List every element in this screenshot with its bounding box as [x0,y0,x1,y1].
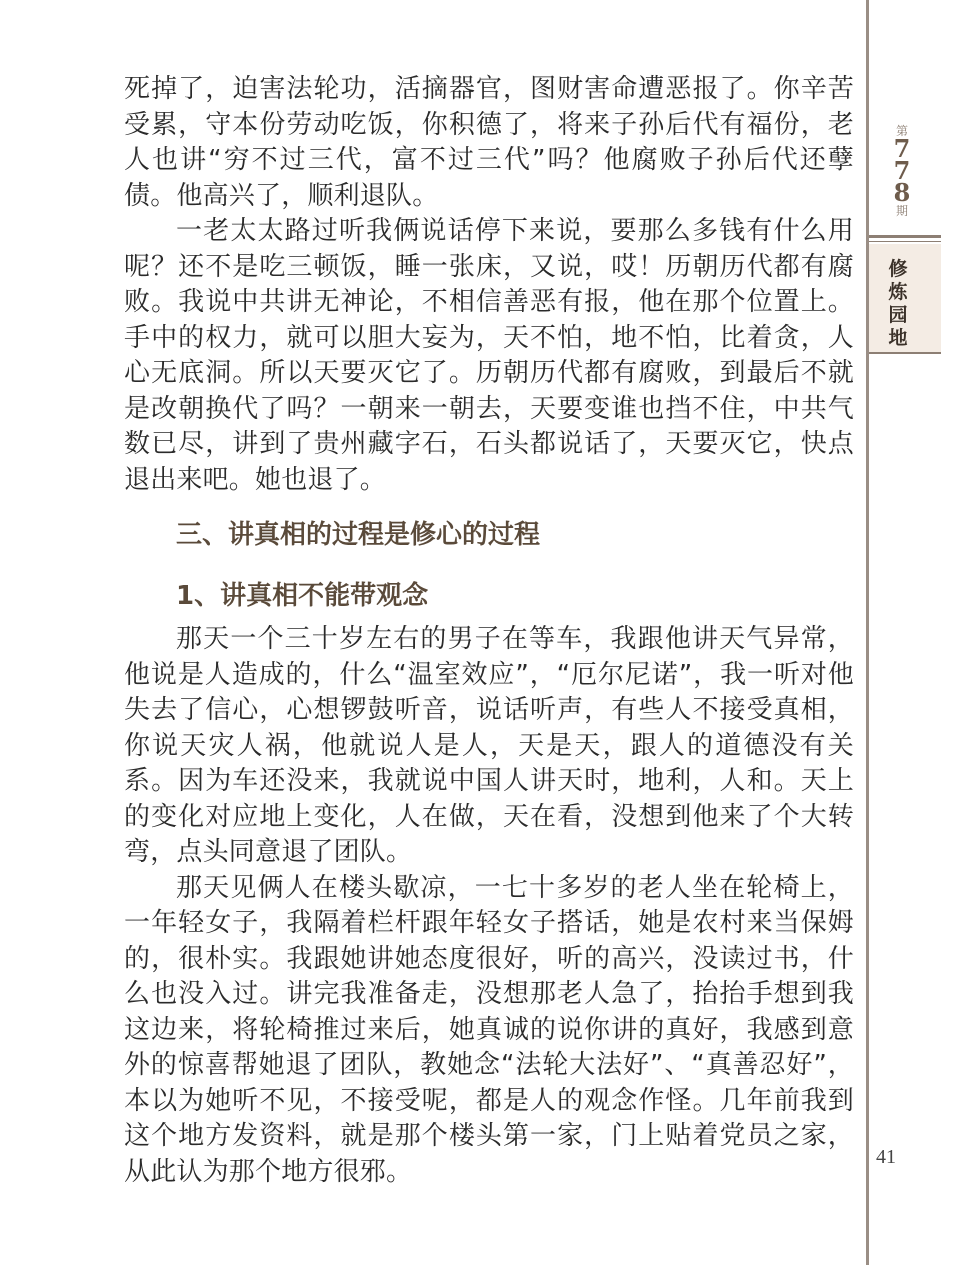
paragraph-4: 那天见俩人在楼头歇凉，一七十多岁的老人坐在轮椅上，一年轻女子，我隔着栏杆跟年轻女子搭话，她是农村来当保姆的，很朴实。我跟她讲她态度很好，听的高兴，没读过书，什么也没入过。讲完我准备走，没想那老人急了，抬抬手想到我这边来，将轮椅推过来后，她真诚的说你讲的真好，我感到意外的惊喜帮她退了团队，教她念“法轮大法好”、“真善忍好”，本以为她听不见，不接受呢，都是人的观念作怪。几年前我到这个地方发资料，就是那个楼头第一家，门上贴着党员之家，从此认为那个地方很邪。 [124,872,854,1187]
section-label: 修炼园地 [888,258,908,349]
issue-marker [869,118,941,234]
divider-thick [869,235,941,238]
paragraph-2: 一老太太路过听我俩说话停下来说，要那么多钱有什么用呢？还不是吃三顿饭，睡一张床，又说，哎！历朝历代都有腐败。我说中共讲无神论，不相信善恶有报，他在那个位置上。手中的权力，就可以胆大妄为，天不怕，地不怕，比着贪，人心无底洞。所以天要灭它了。历朝历代都有腐败，到最后不就是改朝换代了吗？一朝来一朝去，天要变谁也挡不住，中共气数已尽，讲到了贵州藏字石，石头都说话了，天要灭它，快点退出来吧。她也退了。 [124,216,854,495]
divider-thin [869,241,941,242]
issue-prefix: 第 [895,124,908,138]
section-tab [869,244,941,352]
paragraph-3: 那天一个三十岁左右的男子在等车，我跟他讲天气异常，他说是人造成的，什么“温室效应”，“厄尔尼诺”，我一听对他失去了信心，心想锣鼓听音，说话听声，有些人不接受真相，你说天灾人祸，他就说人是人，天是天，跟人的道德没有关系。因为车还没来，我就说中国人讲天时，地利，人和。天上的变化对应地上变化，人在做，天在看，没想到他来了个大转弯，点头同意退了团队。 [124,624,854,867]
section-heading: 三、讲真相的过程是修心的过程 [176,520,541,550]
page-number: 41 [876,1146,896,1168]
issue-suffix: 期 [895,204,908,218]
divider-bottom [869,352,941,354]
article-body [124,72,854,1190]
sub-heading: 1、讲真相不能带观念 [176,581,429,611]
paragraph-1: 死掉了，迫害法轮功，活摘器官，图财害命遭恶报了。你辛苦受累，守本份劳动吃饭，你积德了，将来子孙后代有福份，老人也讲“穷不过三代，富不过三代”吗？他腐败子孙后代还孽债。他高兴了，顺利退队。 [124,74,854,211]
issue-number: 778 [893,134,911,207]
